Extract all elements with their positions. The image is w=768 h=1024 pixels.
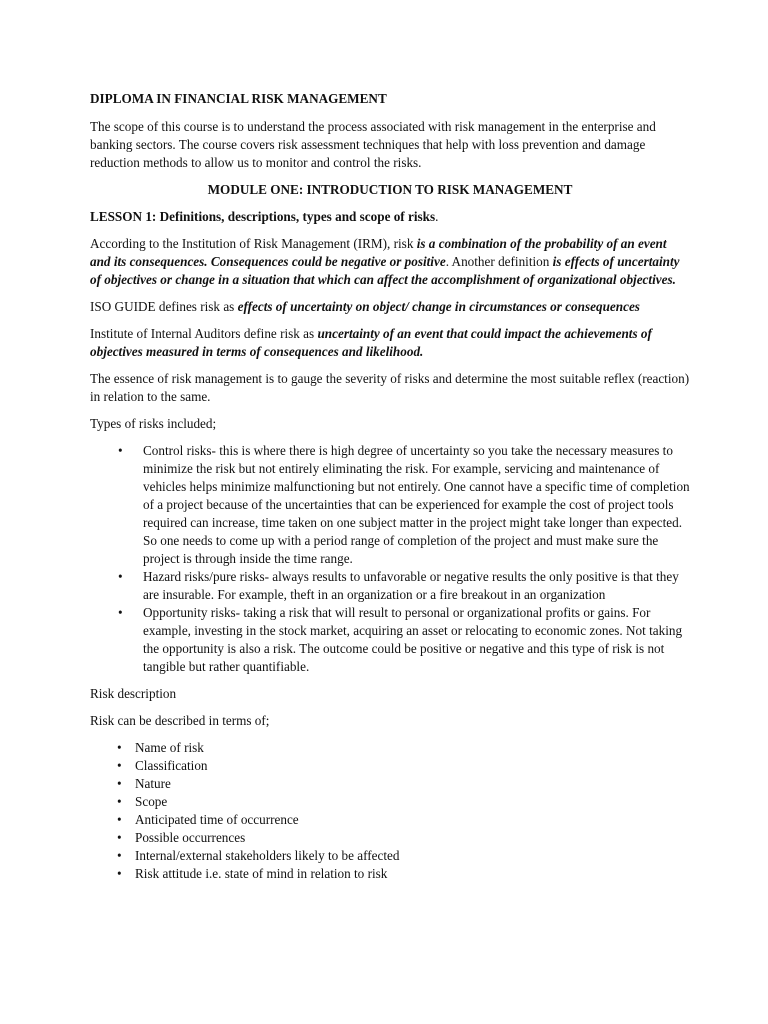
irm-middle: . Another definition <box>445 254 553 269</box>
risk-description-list <box>90 739 690 883</box>
lesson-heading <box>90 208 690 226</box>
types-intro: Types of risks included; <box>90 416 217 431</box>
irm-emphasis-2: is effects of uncertainty of objectives or change in a situation that which can affect the accomplishment of organizational objectives. <box>90 254 680 287</box>
bullet-icon: • <box>117 740 122 755</box>
list-item-text: Classification <box>135 758 208 773</box>
list-item <box>90 865 690 883</box>
list-item <box>90 847 690 865</box>
iia-emphasis: uncertainty of an event that could impact the achievements of objectives measured in terms of consequences and likelihood. <box>90 326 652 359</box>
bullet-icon: • <box>117 794 122 809</box>
list-item-text: Internal/external stakeholders likely to be affected <box>135 848 400 863</box>
list-item-text: Control risks- this is where there is high degree of uncertainty so you take the necessary measures to minimize the risk but not entirely eliminating the risk. For example, servicing and maintenance of vehicles helps minimize malfunctioning but not entirely. One cannot have a specific time of completion of a project because of the uncertainties that can be experienced for example the cost of project tools required can increase, time taken on one subject matter in the project might take longer than expected. So one needs to come up with a period range of completion of the project and must make sure the project is through inside the time range. <box>143 443 690 566</box>
iso-emphasis: effects of uncertainty on object/ change in circumstances or consequences <box>237 299 640 314</box>
intro-paragraph: The scope of this course is to understand the process associated with risk management in the enterprise and banking sectors. The course covers risk assessment techniques that help with loss prevention and damage reduction methods to allow us to monitor and control the risks. <box>90 119 656 170</box>
iia-definition-paragraph <box>90 325 690 361</box>
list-item <box>90 793 690 811</box>
iia-prefix: Institute of Internal Auditors define risk as <box>90 326 318 341</box>
list-item-text: Opportunity risks- taking a risk that will result to personal or organizational profits or gains. For example, investing in the stock market, acquiring an asset or relocating to economic zones. Not taking the opportunity is also a risk. The outcome could be positive or negative and this type of risk is not tangible but rather quantifiable. <box>143 605 683 674</box>
risk-types-list <box>90 442 690 676</box>
list-item <box>90 757 690 775</box>
list-item <box>90 811 690 829</box>
list-item <box>90 604 690 676</box>
lesson-heading-text: LESSON 1: Definitions, descriptions, types and scope of risks <box>90 209 436 224</box>
list-item <box>90 775 690 793</box>
bullet-icon: • <box>117 866 122 881</box>
bullet-icon: • <box>118 605 123 620</box>
list-item <box>90 442 690 568</box>
list-item-text: Anticipated time of occurrence <box>135 812 299 827</box>
bullet-icon: • <box>117 848 122 863</box>
list-item <box>90 739 690 757</box>
list-item-text: Risk attitude i.e. state of mind in relation to risk <box>135 866 388 881</box>
risk-described-intro: Risk can be described in terms of; <box>90 713 270 728</box>
iso-definition-paragraph <box>90 298 690 316</box>
irm-prefix: According to the Institution of Risk Management (IRM), risk <box>90 236 417 251</box>
list-item <box>90 568 690 604</box>
iso-prefix: ISO GUIDE defines risk as <box>90 299 238 314</box>
module-heading: MODULE ONE: INTRODUCTION TO RISK MANAGEMENT <box>207 182 573 197</box>
list-item-text: Name of risk <box>135 740 204 755</box>
bullet-icon: • <box>117 830 122 845</box>
bullet-icon: • <box>117 812 122 827</box>
list-item-text: Scope <box>135 794 168 809</box>
list-item-text: Possible occurrences <box>135 830 246 845</box>
bullet-icon: • <box>117 776 122 791</box>
list-item <box>90 829 690 847</box>
document-body <box>90 90 690 892</box>
lesson-heading-suffix: . <box>435 209 439 224</box>
risk-description-heading: Risk description <box>90 686 177 701</box>
list-item-text: Hazard risks/pure risks- always results to unfavorable or negative results the only positive is that they are insurable. For example, theft in an organization or a fire breakout in an organization <box>143 569 679 602</box>
bullet-icon: • <box>118 569 123 584</box>
document-title: DIPLOMA IN FINANCIAL RISK MANAGEMENT <box>90 91 387 106</box>
essence-paragraph: The essence of risk management is to gauge the severity of risks and determine the most suitable reflex (reaction) in relation to the same. <box>90 371 690 404</box>
bullet-icon: • <box>118 443 123 458</box>
bullet-icon: • <box>117 758 122 773</box>
list-item-text: Nature <box>135 776 171 791</box>
irm-emphasis-1: is a combination of the probability of an event and its consequences. Consequences could be negative or positive <box>90 236 667 269</box>
irm-definition-paragraph <box>90 235 690 289</box>
